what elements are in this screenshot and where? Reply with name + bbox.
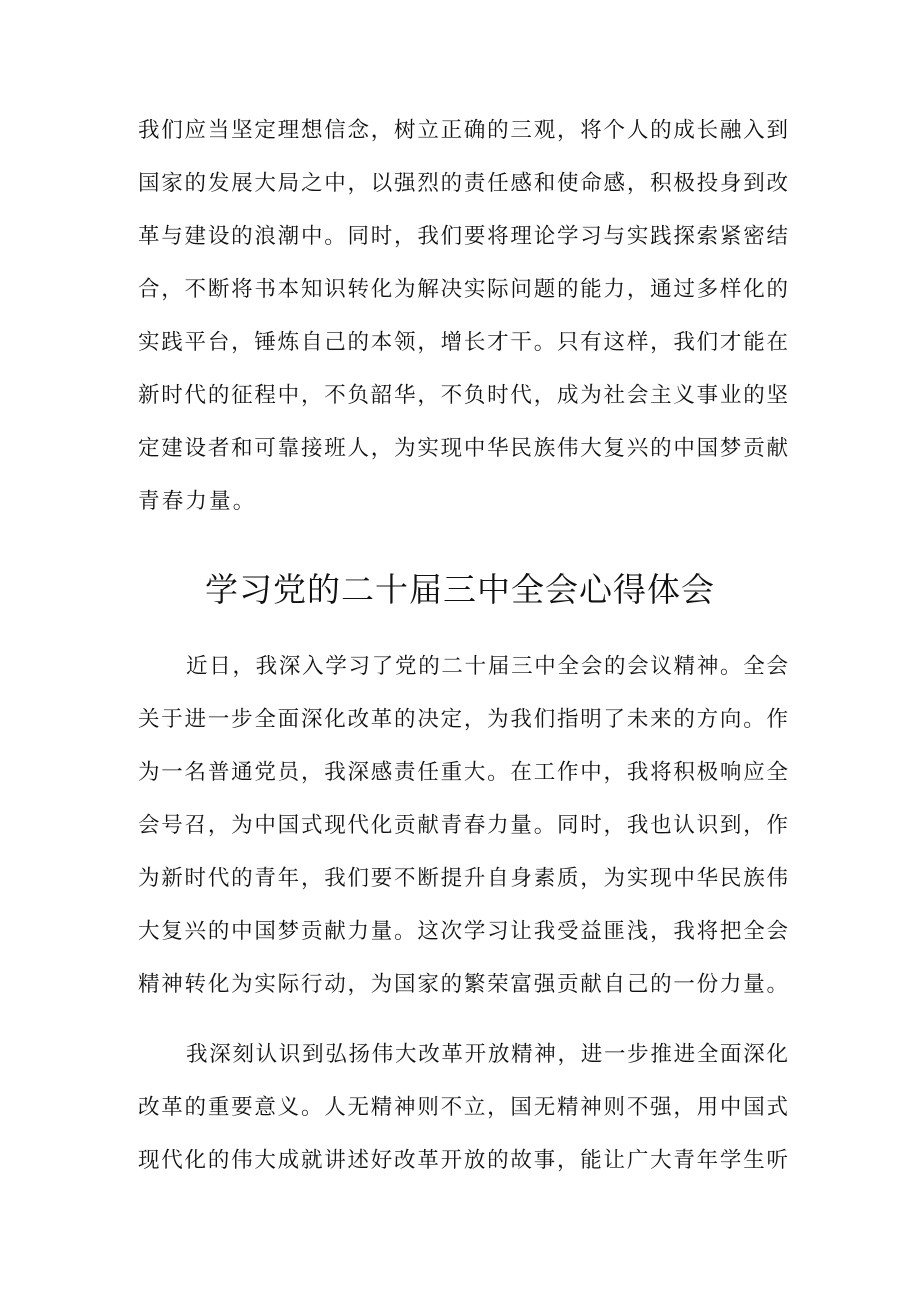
- paragraph-line: 近日，我深入学习了党的二十届三中全会的会议精神。全会: [186, 654, 788, 679]
- paragraph-line: 定建设者和可靠接班人，为实现中华民族伟大复兴的中国梦贡献: [138, 436, 788, 461]
- paragraph-line: 会号召，为中国式现代化贡献青春力量。同时，我也认识到，作: [138, 813, 788, 838]
- paragraph-line: 青春力量。: [138, 489, 257, 514]
- paragraph-2: [138, 640, 788, 1011]
- paragraph-line: 精神转化为实际行动，为国家的繁荣富强贡献自己的一份力量。: [138, 972, 788, 997]
- paragraph-line: 我们应当坚定理想信念，树立正确的三观，将个人的成长融入到: [138, 118, 788, 143]
- paragraph-line: 现代化的伟大成就讲述好改革开放的故事，能让广大青年学生听: [138, 1148, 788, 1173]
- paragraph-line: 为一名普通党员，我深感责任重大。在工作中，我将积极响应全: [138, 760, 788, 785]
- paragraph-line: 革与建设的浪潮中。同时，我们要将理论学习与实践探索紧密结: [138, 224, 788, 249]
- paragraph-line: 大复兴的中国梦贡献力量。这次学习让我受益匪浅，我将把全会: [138, 919, 788, 944]
- paragraph-line: 合，不断将书本知识转化为解决实际问题的能力，通过多样化的: [138, 277, 788, 302]
- document-title: 学习党的二十届三中全会心得体会: [205, 570, 715, 610]
- paragraph-line: 国家的发展大局之中，以强烈的责任感和使命感，积极投身到改: [138, 171, 788, 196]
- paragraph-line: 改革的重要意义。人无精神则不立，国无精神则不强，用中国式: [138, 1095, 788, 1120]
- paragraph-line: 新时代的征程中，不负韶华，不负时代，成为社会主义事业的坚: [138, 383, 788, 408]
- paragraph-1: [138, 104, 788, 528]
- paragraph-line: 实践平台，锤炼自己的本领，增长才干。只有这样，我们才能在: [138, 330, 788, 355]
- paragraph-line: 关于进一步全面深化改革的决定，为我们指明了未来的方向。作: [138, 707, 788, 732]
- paragraph-line: 我深刻认识到弘扬伟大改革开放精神，进一步推进全面深化: [186, 1042, 788, 1067]
- paragraph-3: [138, 1028, 788, 1187]
- paragraph-line: 为新时代的青年，我们要不断提升自身素质，为实现中华民族伟: [138, 866, 788, 891]
